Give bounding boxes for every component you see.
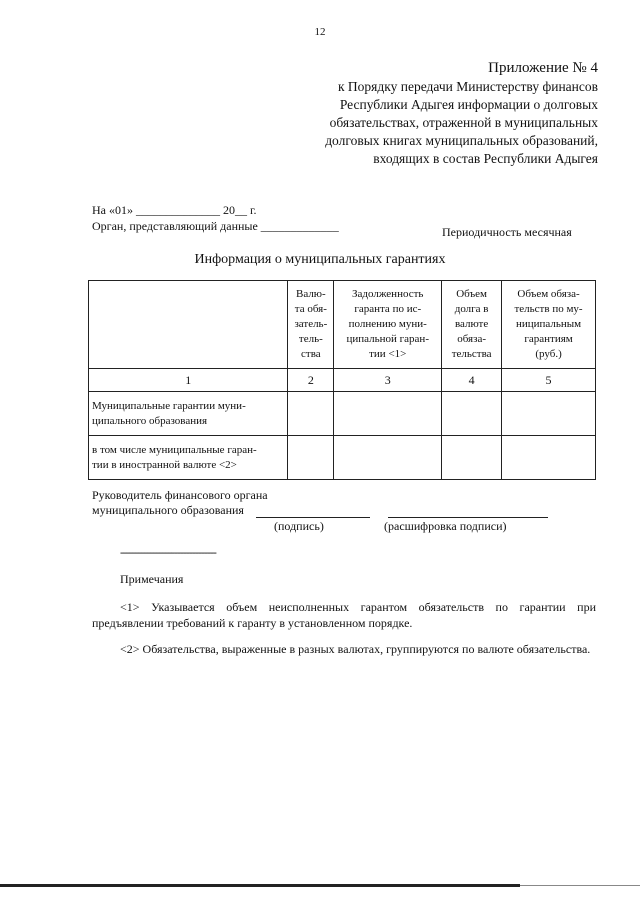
appendix-subtitle — [258, 78, 598, 168]
header-currency: Валю- та обя- затель- тель- ства — [294, 288, 328, 360]
header-cell — [288, 281, 334, 369]
guarantees-table — [88, 280, 596, 480]
appendix-line: к Порядку передачи Министерству финансов — [337, 79, 598, 94]
appendix-line: долговых книгах муниципальных образований, — [325, 133, 598, 148]
column-number: 3 — [334, 369, 442, 392]
notes-heading: Примечания — [120, 572, 184, 586]
name-decoding-caption: (расшифровка подписи) — [384, 519, 507, 533]
signature-role-line2: муниципального образования — [92, 503, 244, 517]
appendix-line: обязательствах, отраженной в муниципальных — [329, 115, 598, 130]
notes-separator: -------------------------------- — [120, 545, 216, 559]
table-row — [89, 392, 596, 436]
signature-line — [256, 517, 370, 518]
table-cell — [334, 436, 442, 480]
header-volume-rub: Объем обяза- тельств по му- ниципальным гарантиям (руб.) — [514, 288, 583, 360]
table-cell — [442, 392, 502, 436]
header-cell — [442, 281, 502, 369]
header-volume-currency: Объем долга в валюте обяза- тельства — [451, 288, 492, 360]
appendix-line: Республики Адыгея информации о долговых — [339, 97, 598, 112]
header-debt: Задолженность гаранта по ис- полнению муни- ципальной гаран- тии <1> — [346, 288, 429, 360]
note-1: <1> Указывается объем неисполненных гарантом обязательств по гарантии при предъявлении требований к гаранту в установленном порядке. — [92, 600, 596, 630]
signature-role-line1: Руководитель финансового органа — [92, 488, 268, 502]
table-cell — [288, 436, 334, 480]
row-label: Муниципальные гарантии муни- ципального образования — [89, 392, 288, 436]
row-label: в том числе муниципальные гаран- тии в иностранной валюте <2> — [89, 436, 288, 480]
header-row — [89, 281, 596, 369]
document-title: Информация о муниципальных гарантиях — [194, 252, 446, 267]
note-2: <2> Обязательства, выраженные в разных валютах, группируются по валюте обязательства. — [120, 642, 591, 656]
date-line: На «01» ______________ 20__ г. — [92, 203, 257, 217]
column-number: 1 — [89, 369, 288, 392]
organ-line: Орган, представляющий данные _____________ — [92, 219, 339, 233]
table-cell — [334, 392, 442, 436]
signature-caption: (подпись) — [274, 519, 324, 533]
table-cell — [502, 392, 596, 436]
periodicity: Периодичность месячная — [442, 225, 572, 239]
table-cell — [288, 392, 334, 436]
column-number: 2 — [288, 369, 334, 392]
appendix-line: входящих в состав Республики Адыгея — [373, 151, 598, 166]
column-number: 4 — [442, 369, 502, 392]
header-cell — [502, 281, 596, 369]
bottom-border-thin — [520, 885, 640, 886]
column-numbers-row — [89, 369, 596, 392]
column-number: 5 — [502, 369, 596, 392]
table-row — [89, 436, 596, 480]
page-number: 12 — [314, 26, 326, 38]
name-decoding-line — [388, 517, 548, 518]
table-cell — [502, 436, 596, 480]
appendix-title: Приложение № 4 — [488, 60, 598, 76]
header-cell — [89, 281, 288, 369]
bottom-border — [0, 884, 520, 887]
header-cell — [334, 281, 442, 369]
table-cell — [442, 436, 502, 480]
